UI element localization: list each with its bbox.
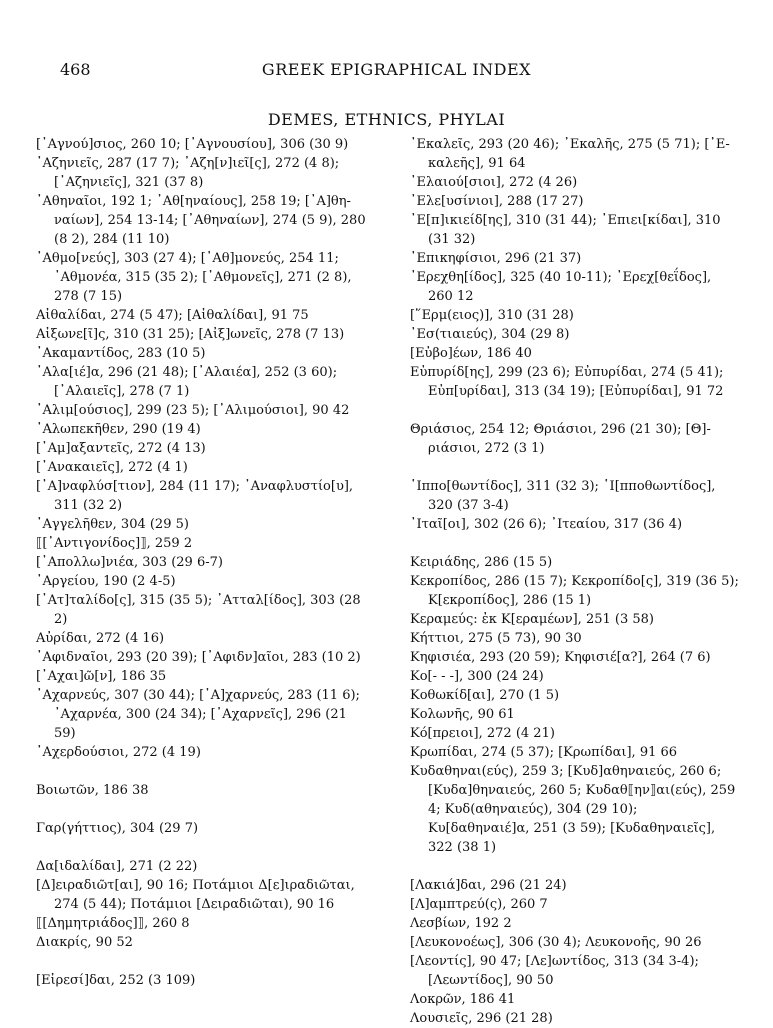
index-entry: Κεκροπίδος, 286 (15 7); Κεκροπίδο[ς], 319 (36 5); Κ[εκροπίδος], 286 (15 1) — [410, 574, 739, 608]
index-entry: Κεραμεύς: ἐκ Κ[εραμέων], 251 (3 58) — [410, 612, 654, 627]
index-entry: ᾿Αλωπεκῆθεν, 290 (19 4) — [36, 422, 201, 437]
index-entry: Λοκρῶν, 186 41 — [410, 992, 516, 1007]
index-entry: ᾿Ελαιού[σιοι], 272 (4 26) — [410, 175, 578, 190]
page-number: 468 — [60, 60, 91, 79]
index-entry: Αὐρίδαι, 272 (4 16) — [36, 631, 165, 646]
index-entry: ᾿Ερεχθη[ίδος], 325 (40 10-11); ᾿Ερεχ[θεΐδος], 260 12 — [410, 270, 712, 304]
index-entry: ᾿Αλα[ιέ]α, 296 (21 48); [᾿Αλαιέα], 252 (3 60); [᾿Αλαιεῖς], 278 (7 1) — [36, 365, 338, 399]
index-entry: Λουσιεῖς, 296 (21 28) — [410, 1011, 553, 1026]
index-entry: ᾿Αθηναῖοι, 192 1; ᾿Αθ[ηναίους], 258 19; [᾿Α]θη-ναίων], 254 13-14; [᾿Αθηναίων], 274 (5 9), 280 (8 2), 284 (11 10) — [36, 194, 366, 247]
index-entry: Κρωπίδαι, 274 (5 37); [Κρωπίδαι], 91 66 — [410, 745, 678, 760]
index-entry: ᾿Ελε[υσίνιοι], 288 (17 27) — [410, 194, 584, 209]
index-entry: [Λ]αμπτρεύ(ς), 260 7 — [410, 897, 548, 912]
index-entry: Κό[πρειοι], 272 (4 21) — [410, 726, 555, 741]
index-entry: ᾿Ακαμαντίδος, 283 (10 5) — [36, 346, 206, 361]
index-entry: Κήττιοι, 275 (5 73), 90 30 — [410, 631, 582, 646]
index-entry: [᾿Αμ]αξαντεῖς, 272 (4 13) — [36, 441, 206, 456]
index-entry: ⟦[᾿Αντιγονίδος]⟧, 259 2 — [36, 536, 193, 551]
index-entry: ᾿Αγγελῆθεν, 304 (29 5) — [36, 517, 189, 532]
index-entry: [῞Ερμ(ειος)], 310 (31 28) — [410, 308, 574, 323]
index-entry: ᾿Ε[π]ικιείδ[ης], 310 (31 44); ᾿Επιει[κίδαι], 310 (31 32) — [410, 213, 721, 247]
index-entry: Αἰξωνε[ῖ]ς, 310 (31 25); [Αἰξ]ωνεῖς, 278 (7 13) — [36, 327, 345, 342]
index-entry: [᾿Α]ναφλύσ[τιον], 284 (11 17); ᾿Αναφλυστίο[υ], 311 (32 2) — [36, 479, 354, 513]
index-entry: Κοθωκίδ[αι], 270 (1 5) — [410, 688, 560, 703]
index-entry: ᾿Αζηνιεῖς, 287 (17 7); ᾿Αζη[ν]ιεῖ[ς], 272 (4 8); [᾿Αζηνιεῖς], 321 (37 8) — [36, 156, 340, 190]
index-entry: Κολωνῆς, 90 61 — [410, 707, 515, 722]
entry-gap — [36, 800, 366, 819]
entry-gap — [410, 458, 740, 477]
index-entry: Κυδαθηναι(εύς), 259 3; [Κυδ]αθηναιεύς, 260 6; [Κυδα]θηναιεύς, 260 5; Κυδαθ⟦ην⟧αι(εύς), 259 4; Κυδ(αθηναιεύς), 304 (29 10); Κυ[δαθηναιέ]α, 251 (3 59); [Κυδαθηναιεῖς], 322 (38 1) — [410, 764, 736, 855]
entry-gap — [410, 534, 740, 553]
left-column — [36, 135, 366, 990]
entry-gap — [410, 857, 740, 876]
index-entry: ᾿Εσ(τιαιεύς), 304 (29 8) — [410, 327, 570, 342]
index-entry: Γαρ(γήττιος), 304 (29 7) — [36, 821, 199, 836]
right-column — [410, 135, 740, 1028]
entry-gap — [36, 838, 366, 857]
index-entry: [᾿Ατ]ταλίδο[ς], 315 (35 5); ᾿Ατταλ[ίδος], 303 (28 2) — [36, 593, 361, 627]
index-entry: ᾿Επικηφίσιοι, 296 (21 37) — [410, 251, 582, 266]
index-entry: Εὐπυρίδ[ης], 299 (23 6); Εὐπυρίδαι, 274 (5 41); Εὐπ[υρίδαι], 313 (34 19); [Εὐπυρίδαι], 91 72 — [410, 365, 724, 399]
entry-gap — [36, 952, 366, 971]
index-entry: Διακρίς, 90 52 — [36, 935, 133, 950]
index-entry: ᾿Αχερδούσιοι, 272 (4 19) — [36, 745, 201, 760]
index-entry: ᾿Εκαλεῖς, 293 (20 46); ᾿Εκαλῆς, 275 (5 71); [᾿Ε-καλεῆς], 91 64 — [410, 137, 730, 171]
index-entry: [᾿Αχαι]ῶ[ν], 186 35 — [36, 669, 167, 684]
index-entry: Λεσβίων, 192 2 — [410, 916, 512, 931]
index-entry: ῾Ιππο[θωντίδος], 311 (32 3); ῾Ι[πποθωντίδος], 320 (37 3-4) — [410, 479, 716, 513]
index-entry: Κηφισιέα, 293 (20 59); Κηφισιέ[α?], 264 (7 6) — [410, 650, 711, 665]
index-entry: [Λακιά]δαι, 296 (21 24) — [410, 878, 567, 893]
index-entry: [Εἰρεσί]δαι, 252 (3 109) — [36, 973, 196, 988]
index-entry: [᾿Απολλω]νιέα, 303 (29 6-7) — [36, 555, 223, 570]
index-entry: ᾿Αχαρνεύς, 307 (30 44); [᾿Α]χαρνεύς, 283 (11 6); ᾿Αχαρνέα, 300 (24 34); [᾿Αχαρνεῖς], 296 (21 59) — [36, 688, 360, 741]
entry-gap — [410, 401, 740, 420]
index-entry: ᾿Αθμο[νεύς], 303 (27 4); [᾿Αθ]μονεύς, 254 11; ᾿Αθμονέα, 315 (35 2); [᾿Αθμονεῖς], 271 (2 8), 278 (7 15) — [36, 251, 352, 304]
index-entry: [᾿Αγνού]σιος, 260 10; [᾿Αγνουσίου], 306 (30 9) — [36, 137, 349, 152]
index-entry: Κο[- - -], 300 (24 24) — [410, 669, 544, 684]
index-entry: Θριάσιος, 254 12; Θριάσιοι, 296 (21 30); [Θ]-ριάσιοι, 272 (3 1) — [410, 422, 711, 456]
index-entry: ᾿Ιταῖ[οι], 302 (26 6); ᾿Ιτεαίου, 317 (36 4) — [410, 517, 683, 532]
index-entry: [Δ]ειραδιῶτ[αι], 90 16; Ποτάμιοι Δ[ε]ιραδιῶται, 274 (5 44); Ποτάμιοι [Δειραδιῶται), 90 16 — [36, 878, 355, 912]
index-entry: Αἰθαλίδαι, 274 (5 47); [Αἰθαλίδαι], 91 75 — [36, 308, 309, 323]
section-title: DEMES, ETHNICS, PHYLAI — [267, 110, 506, 129]
index-entry: [Εὐβο]έων, 186 40 — [410, 346, 532, 361]
index-entry: ᾿Αργείου, 190 (2 4-5) — [36, 574, 176, 589]
index-entry: [᾿Ανακαιεῖς], 272 (4 1) — [36, 460, 188, 475]
index-entry: ᾿Αφιδναῖοι, 293 (20 39); [᾿Αφιδν]αῖοι, 283 (10 2) — [36, 650, 361, 665]
index-entry: ᾿Αλιμ[ούσιος], 299 (23 5); [᾿Αλιμούσιοι], 90 42 — [36, 403, 350, 418]
index-entry: ⟦[Δημητριάδος]⟧, 260 8 — [36, 916, 190, 931]
index-entry: Δα[ιδαλίδαι], 271 (2 22) — [36, 859, 198, 874]
index-entry: [Λεοντίς], 90 47; [Λε]ωντίδος, 313 (34 3-4); [Λεωντίδος], 90 50 — [410, 954, 699, 988]
index-entry: [Λευκονοέως], 306 (30 4); Λευκονοῆς, 90 26 — [410, 935, 702, 950]
index-entry: Βοιωτῶν, 186 38 — [36, 783, 149, 798]
index-entry: Κειριάδης, 286 (15 5) — [410, 555, 553, 570]
page-header — [60, 60, 713, 84]
running-title: GREEK EPIGRAPHICAL INDEX — [261, 60, 532, 79]
entry-gap — [36, 762, 366, 781]
